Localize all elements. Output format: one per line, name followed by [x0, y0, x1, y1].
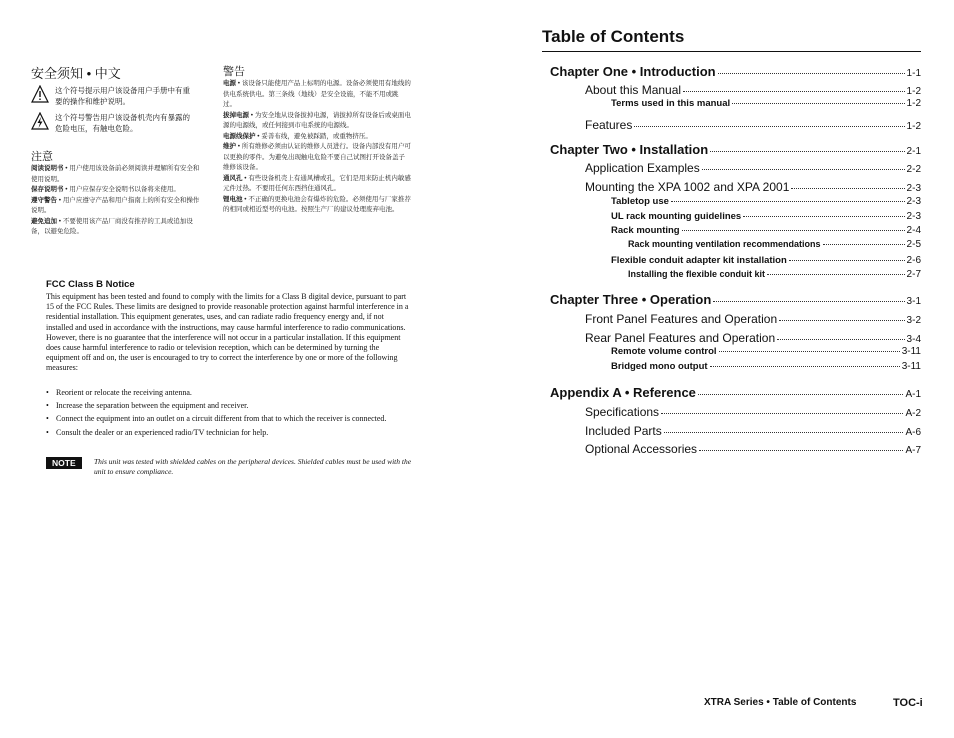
toc-entry-title: Remote volume control	[611, 346, 717, 357]
dot-leader	[718, 73, 905, 74]
toc-entry-page: 1-1	[906, 68, 921, 79]
toc-entry-title: Specifications	[585, 405, 660, 419]
dot-leader	[777, 339, 904, 340]
warning-item: 锂电池 • 不正确的更换电池会有爆炸的危险。必须使用与厂家推荐的相同或相近型号的电池。按照生产厂的建议处理废弃电池。	[223, 195, 411, 213]
dot-leader	[699, 450, 903, 451]
toc-entry[interactable]	[585, 118, 921, 132]
caution-section	[31, 148, 201, 238]
toc-entry-page: A-6	[905, 427, 921, 438]
dot-leader	[719, 351, 900, 352]
toc-entry-title: Front Panel Features and Operation	[585, 312, 778, 326]
toc-entry-page: 1-2	[906, 121, 921, 132]
toc-entry-title: Tabletop use	[611, 196, 669, 207]
toc-entry-title: Rack mounting	[611, 225, 680, 236]
dot-leader	[789, 260, 905, 261]
dot-leader	[710, 151, 904, 152]
toc-entry[interactable]	[550, 64, 921, 79]
lightning-warning-icon	[31, 112, 49, 130]
title-rule	[542, 51, 921, 52]
dot-leader	[743, 216, 904, 217]
page-number: TOC-i	[893, 697, 923, 709]
list-item: • Connect the equipment into an outlet on a circuit different from that to which the receiver is connected.	[46, 414, 418, 424]
toc-entry[interactable]	[585, 424, 921, 438]
toc-entry[interactable]	[611, 196, 921, 207]
toc-entry-title: Mounting the XPA 1002 and XPA 2001	[585, 180, 790, 194]
dot-leader	[779, 320, 904, 321]
dot-leader	[698, 394, 904, 395]
toc-entry-page: 2-1	[906, 146, 921, 157]
warning-row-voltage	[31, 112, 196, 134]
toc-entry[interactable]	[550, 292, 921, 307]
dot-leader	[661, 413, 903, 414]
warning-item: 拔掉电源 • 为安全地从设备拔掉电源，请拔掉所有设备后或桌面电源的电源线，或任何接到市电系统的电源线。	[223, 111, 411, 129]
toc-entry-page: 3-2	[906, 315, 921, 326]
toc-entry-page: 2-3	[906, 183, 921, 194]
warning-row-manual	[31, 85, 196, 107]
toc-entry-title: Installing the flexible conduit kit	[628, 269, 766, 279]
toc-entry-page: 2-2	[906, 164, 921, 175]
toc-entry-title: Features	[585, 118, 633, 132]
toc-entry-title: Chapter Two • Installation	[550, 142, 709, 157]
toc-entry[interactable]	[611, 98, 921, 109]
warning-text-voltage: 这个符号警告用户该设备机壳内有暴露的危险电压，有触电危险。	[55, 113, 190, 133]
toc-entry-page: 1-2	[906, 86, 921, 97]
toc-entry[interactable]	[611, 361, 921, 372]
caution-item: 避免追加 • 不要使用该产品厂商没有推荐的工具或追加设备，以避免危险。	[31, 217, 193, 235]
toc-entry-page: A-1	[905, 389, 921, 400]
fcc-measures-list	[46, 388, 418, 441]
dot-leader	[664, 432, 904, 433]
toc-entry[interactable]	[611, 255, 921, 266]
list-item: • Reorient or relocate the receiving antenna.	[46, 388, 418, 398]
toc-entry-page: 2-3	[906, 211, 921, 222]
toc-entry-title: Optional Accessories	[585, 442, 698, 456]
toc-entry[interactable]	[628, 269, 921, 280]
dot-leader	[702, 169, 905, 170]
warning-item: 维护 • 所有维修必须由认证的维修人员进行。设备内部没有用户可以更换的零件。为避免出现触电危险不要自己试图打开设备盖子维修该设备。	[223, 143, 411, 171]
toc-entry-page: 2-3	[906, 196, 921, 207]
note-badge: NOTE	[46, 457, 82, 469]
toc-entry-title: Bridged mono output	[611, 361, 708, 372]
toc-entry-page: 2-6	[906, 255, 921, 266]
dot-leader	[682, 230, 905, 231]
toc-entry[interactable]	[611, 346, 921, 357]
exclamation-warning-icon	[31, 85, 49, 103]
dot-leader	[713, 301, 904, 302]
fcc-heading: FCC Class B Notice	[46, 279, 135, 290]
toc-entry[interactable]	[611, 225, 921, 236]
toc-entry-page: 3-11	[901, 346, 921, 357]
toc-entry-title: Chapter One • Introduction	[550, 64, 716, 79]
toc-entry-page: 3-4	[906, 334, 921, 345]
toc-entry[interactable]	[585, 442, 921, 456]
toc-entry-title: Flexible conduit adapter kit installation	[611, 255, 787, 266]
toc-entry-page: 2-4	[906, 225, 921, 236]
toc-entry-title: Appendix A • Reference	[550, 385, 696, 400]
toc-title: Table of Contents	[542, 27, 685, 46]
toc-entry-title: UL rack mounting guidelines	[611, 211, 742, 222]
caution-item: 保存说明书 • 用户应保存安全说明书以备将来使用。	[31, 186, 180, 193]
toc-entry[interactable]	[611, 211, 921, 222]
toc-entry[interactable]	[628, 239, 921, 250]
toc-entry[interactable]	[585, 83, 921, 97]
toc-entry-title: Application Examples	[585, 161, 700, 175]
warning-section	[223, 63, 411, 216]
warning-text-manual: 这个符号提示用户该设备用户手册中有重要的操作和维护说明。	[55, 86, 190, 106]
warning-heading: 警告	[223, 66, 245, 78]
dot-leader	[710, 366, 900, 367]
safety-title: 安全须知 • 中文	[31, 66, 121, 81]
toc-entry[interactable]	[585, 161, 921, 175]
toc-entry-title: Rear Panel Features and Operation	[585, 331, 776, 345]
dot-leader	[791, 188, 904, 189]
caution-heading: 注意	[31, 151, 53, 163]
warning-item: 电源线保护 • 妥善布线，避免被踩踏，或重物挤压。	[223, 132, 372, 140]
footer-text: XTRA Series • Table of Contents	[704, 697, 857, 708]
toc-entry-page: 2-7	[906, 269, 921, 280]
caution-item: 遵守警告 • 用户应遵守产品和用户指南上的所有安全和操作说明。	[31, 196, 200, 214]
toc-entry[interactable]	[585, 312, 921, 326]
dot-leader	[634, 126, 904, 127]
dot-leader	[823, 244, 905, 245]
toc-entry-title: Included Parts	[585, 424, 662, 438]
toc-entry[interactable]	[585, 180, 921, 194]
dot-leader	[767, 274, 905, 275]
toc-entry-title: About this Manual	[585, 83, 682, 97]
toc-entry-page: 1-2	[906, 98, 921, 109]
toc-entry-page: 2-5	[906, 239, 921, 250]
toc-entry[interactable]	[585, 405, 921, 419]
toc-entry[interactable]	[585, 331, 921, 345]
caution-item: 阅读说明书 • 用户使用该设备前必须阅读并理解所有安全和使用说明。	[31, 165, 200, 183]
toc-entry-page: 3-1	[906, 296, 921, 307]
fcc-body-text: This equipment has been tested and found to comply with the limits for a Class B digital device, pursuant to part 15 of the FCC Rules. These limits are designed to provide reasonable protection against harmful interference in a residential installation. This equipment generates, uses, and can radiate radio frequency energy and, if not installed and used in accordance with the instructions, may cause harmful interference to radio communications. However, there is no guarantee that the interference will not occur in a particular installation. If this equipment does cause harmful interference to radio or television reception, which can be determined by turning the equipment off and on, the user is encouraged to try to correct the interference by one or more of the following measures:	[46, 292, 409, 373]
toc-entry-title: Terms used in this manual	[611, 98, 731, 109]
toc-entry-title: Chapter Three • Operation	[550, 292, 712, 307]
dot-leader	[683, 91, 904, 92]
warning-item: 通风孔 • 有些设备机壳上有通风槽或孔，它们是用来防止机内敏感元件过热。不要用任何东西挡住通风孔。	[223, 174, 411, 192]
toc-entry-title: Rack mounting ventilation recommendations	[628, 239, 821, 249]
toc-entry[interactable]	[550, 142, 921, 157]
dot-leader	[671, 201, 905, 202]
toc-entry[interactable]	[550, 385, 921, 400]
note-text: This unit was tested with shielded cables on the peripheral devices. Shielded cables must be used with the unit to ensure compliance.	[94, 457, 412, 476]
warning-item: 电源 • 该设备只能使用产品上标明的电源。设备必须使用有地线的供电系统供电。第三条线（地线）是安全设施，不能不用或跳过。	[223, 80, 411, 108]
toc-entry-page: A-2	[905, 408, 921, 419]
toc-entry-page: A-7	[905, 445, 921, 456]
toc-entry-page: 3-11	[901, 361, 921, 372]
dot-leader	[732, 103, 904, 104]
list-item: • Consult the dealer or an experienced radio/TV technician for help.	[46, 428, 418, 438]
list-item: • Increase the separation between the equipment and receiver.	[46, 401, 418, 411]
